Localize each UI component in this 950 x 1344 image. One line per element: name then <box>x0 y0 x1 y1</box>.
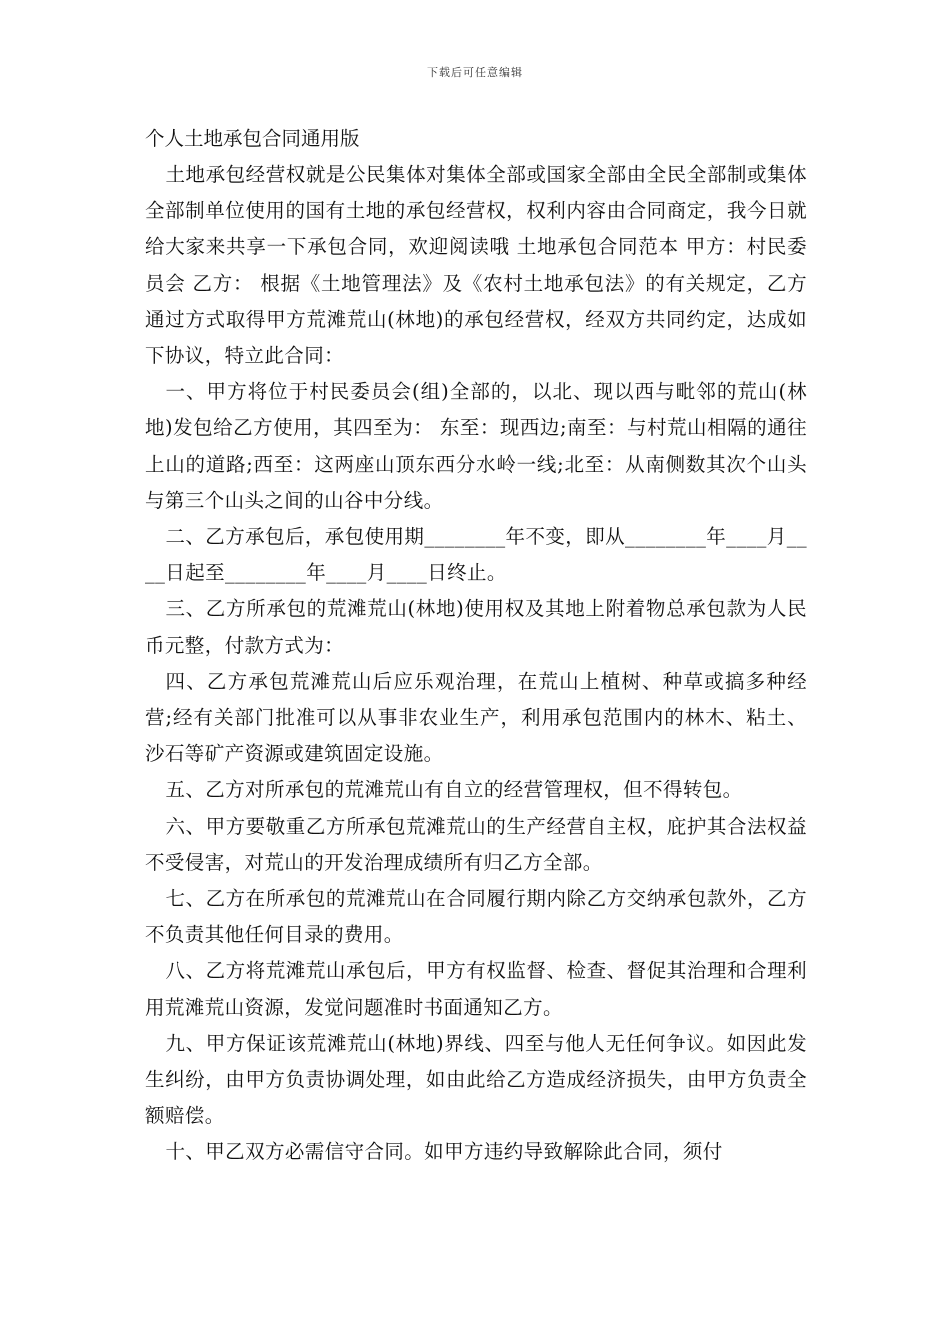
paragraph-clause-9: 九、甲方保证该荒滩荒山(林地)界线、四至与他人无任何争议。如因此发生纠纷，由甲方负责协调处理，如由此给乙方造成经济损失，由甲方负责全额赔偿。 <box>145 1031 807 1128</box>
paragraph-clause-4: 四、乙方承包荒滩荒山后应乐观治理，在荒山上植树、种草或搞多种经营;经有关部门批准可以从事非农业生产，利用承包范围内的林木、粘土、沙石等矿产资源或建筑固定设施。 <box>145 669 807 766</box>
paragraph-clause-10: 十、甲乙双方必需信守合同。如甲方违约导致解除此合同，须付 <box>165 1140 723 1164</box>
paragraph-clause-8: 八、乙方将荒滩荒山承包后，甲方有权监督、检查、督促其治理和合理利用荒滩荒山资源，发觉问题准时书面通知乙方。 <box>145 959 807 1019</box>
document-title: 个人土地承包合同通用版 <box>145 127 360 150</box>
page-header-note: 下载后可任意编辑 <box>427 66 523 79</box>
paragraph-clause-1: 一、甲方将位于村民委员会(组)全部的，以北、现以西与毗邻的荒山(林地)发包给乙方使用，其四至为： 东至：现西边;南至：与村荒山相隔的通往上山的道路;西至：这两座山顶东西分水岭一线;北至：从南侧数其次个山头与第三个山头之间的山谷中分线。 <box>145 380 807 512</box>
paragraph-clause-5: 五、乙方对所承包的荒滩荒山有自立的经营管理权，但不得转包。 <box>165 778 743 802</box>
paragraph-clause-6: 六、甲方要敬重乙方所承包荒滩荒山的生产经营自主权，庇护其合法权益不受侵害，对荒山的开发治理成绩所有归乙方全部。 <box>145 814 807 874</box>
paragraph-clause-2: 二、乙方承包后，承包使用期________年不变，即从________年____月____日起至________年____月____日终止。 <box>145 525 807 585</box>
document-body <box>145 121 807 1171</box>
paragraph-clause-7: 七、乙方在所承包的荒滩荒山在合同履行期内除乙方交纳承包款外，乙方不负责其他任何目录的费用。 <box>145 887 807 947</box>
paragraph-clause-3: 三、乙方所承包的荒滩荒山(林地)使用权及其地上附着物总承包款为人民币元整，付款方式为： <box>145 597 807 657</box>
paragraph-intro: 土地承包经营权就是公民集体对集体全部或国家全部由全民全部制或集体全部制单位使用的国有土地的承包经营权，权利内容由合同商定，我今日就给大家来共享一下承包合同，欢迎阅读哦 土地承包合同范本 甲方：村民委员会 乙方： 根据《土地管理法》及《农村土地承包法》的有关规定，乙方通过方式取得甲方荒滩荒山(林地)的承包经营权，经双方共同约定，达成如下协议，特立此合同： <box>145 163 807 368</box>
